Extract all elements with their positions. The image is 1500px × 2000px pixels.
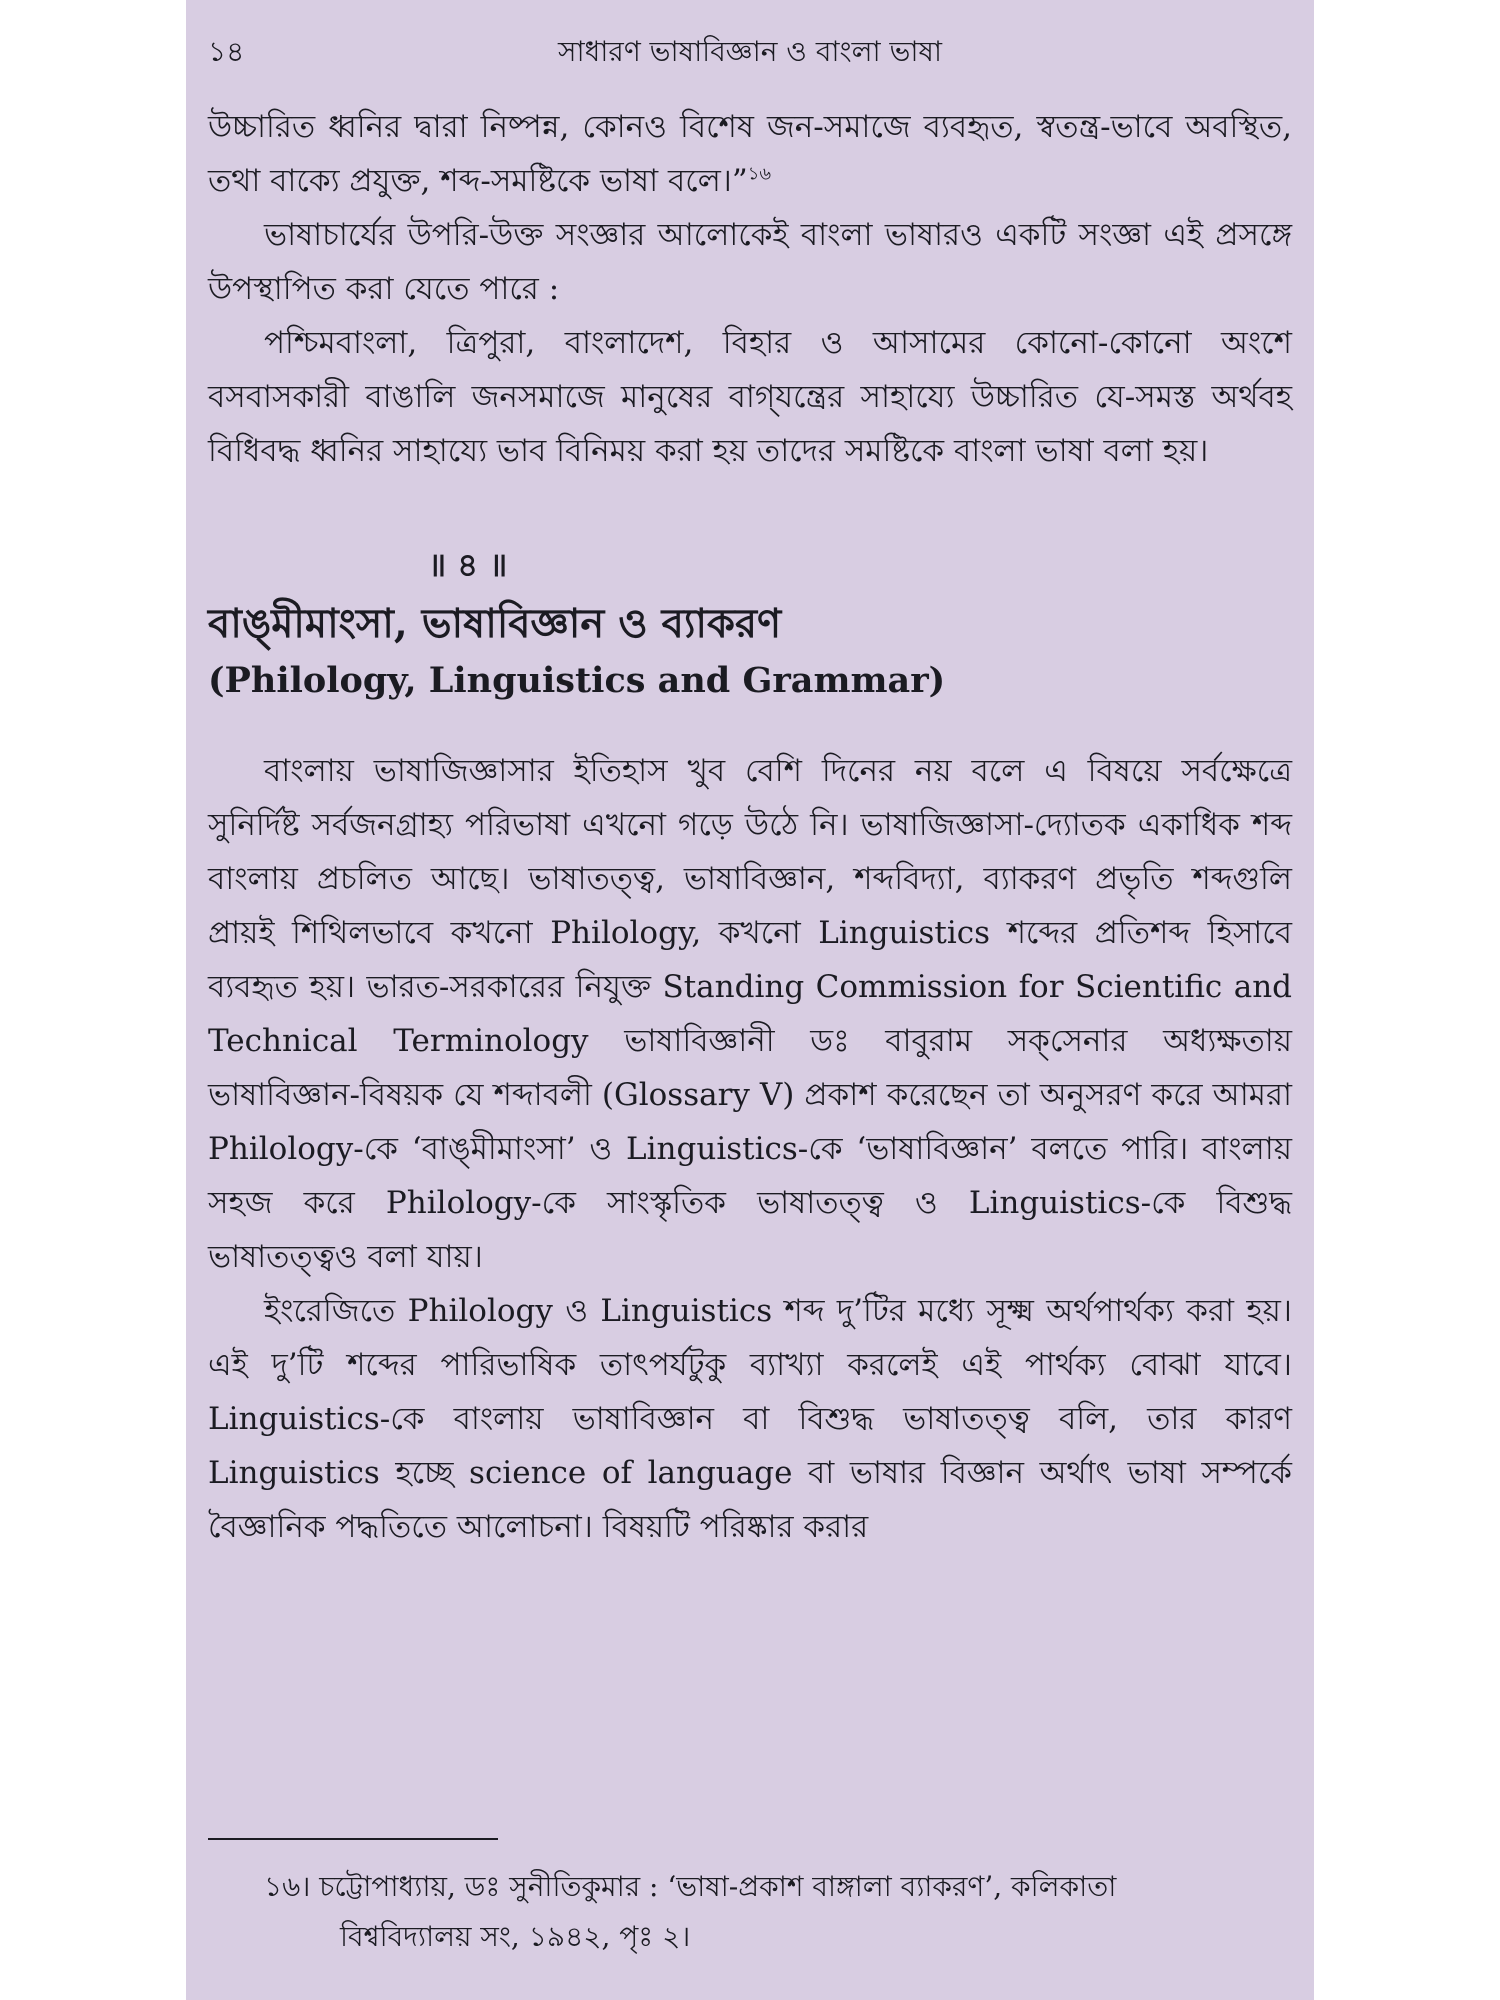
footnote-divider [208, 1838, 498, 1840]
page-number: ১৪ [208, 35, 245, 68]
quote-text: উচ্চারিত ধ্বনির দ্বারা নিষ্পন্ন, কোনও বিশেষ জন-সমাজে ব্যবহৃত, স্বতন্ত্র-ভাবে অবস্থিত, তথা বাক্যে প্রযুক্ত, শব্দ-সমষ্টিকে ভাষা বলে।” [208, 109, 1292, 199]
footnote-line: বিশ্ববিদ্যালয় সং, ১৯৪২, পৃঃ ২। [340, 1920, 691, 1953]
footnote [264, 1862, 1292, 1962]
intro-paragraph: ভাষাচার্যের উপরি-উক্ত সংজ্ঞার আলোকেই বাংলা ভাষারও একটি সংজ্ঞা এই প্রসঙ্গে উপস্থাপিত করা যেতে পারে : [208, 217, 1292, 307]
quote-continuation [208, 100, 1292, 208]
footnote-reference: ১৬ [747, 163, 772, 185]
main-text [208, 100, 1292, 1554]
section-heading: বাঙ্‌মীমাংসা, ভাষাবিজ্ঞান ও ব্যাকরণ [208, 600, 782, 647]
bangla-definition-paragraph: পশ্চিমবাংলা, ত্রিপুরা, বাংলাদেশ, বিহার ও আসামের কোনো-কোনো অংশে বসবাসকারী বাঙালি জনসমাজে মানুষের বাগ্‌যন্ত্রের সাহায্যে উচ্চারিত যে-সমস্ত অর্থবহ বিধিবদ্ধ ধ্বনির সাহায্যে ভাব বিনিময় করা হয় তাদের সমষ্টিকে বাংলা ভাষা বলা হয়। [208, 325, 1292, 469]
distinction-paragraph: ইংরেজিতে Philology ও Linguistics শব্দ দু’টির মধ্যে সূক্ষ্ম অর্থপার্থক্য করা হয়। এই দু’টি শব্দের পারিভাষিক তাৎপর্যটুকু ব্যাখ্যা করলেই এই পার্থক্য বোঝা যাবে। Linguistics-কে বাংলায় ভাষাবিজ্ঞান বা বিশুদ্ধ ভাষাতত্ত্ব বলি, তার কারণ Linguistics হচ্ছে science of language বা ভাষার বিজ্ঞান অর্থাৎ ভাষা সম্পর্কে বৈজ্ঞানিক পদ্ধতিতে আলোচনা। বিষয়টি পরিষ্কার করার [208, 1293, 1292, 1545]
section-marker: ॥ ৪ ॥ [428, 546, 508, 584]
terminology-paragraph: বাংলায় ভাষাজিজ্ঞাসার ইতিহাস খুব বেশি দিনের নয় বলে এ বিষয়ে সর্বক্ষেত্রে সুনির্দিষ্ট সর্বজনগ্রাহ্য পরিভাষা এখনো গড়ে উঠে নি। ভাষাজিজ্ঞাসা-দ্যোতক একাধিক শব্দ বাংলায় প্রচলিত আছে। ভাষাতত্ত্ব, ভাষাবিজ্ঞান, শব্দবিদ্যা, ব্যাকরণ প্রভৃতি শব্দগুলি প্রায়ই শিথিলভাবে কখনো Philology, কখনো Linguistics শব্দের প্রতিশব্দ হিসাবে ব্যবহৃত হয়। ভারত-সরকারের নিযুক্ত Standing Commission for Scientific and Technical Terminology ভাষাবিজ্ঞানী ডঃ বাবুরাম সক্‌সেনার অধ্যক্ষতায় ভাষাবিজ্ঞান-বিষয়ক যে শব্দাবলী (Glossary V) প্রকাশ করেছেন তা অনুসরণ করে আমরা Philology-কে ‘বাঙ্‌মীমাংসা’ ও Linguistics-কে ‘ভাষাবিজ্ঞান’ বলতে পারি। বাংলায় সহজ করে Philology-কে সাংস্কৃতিক ভাষাতত্ত্ব ও Linguistics-কে বিশুদ্ধ ভাষাতত্ত্বও বলা যায়। [208, 753, 1292, 1275]
book-page [186, 0, 1314, 2000]
running-header [208, 30, 1292, 70]
running-header-title: সাধারণ ভাষাবিজ্ঞান ও বাংলা ভাষা [557, 35, 943, 68]
section-subheading: (Philology, Linguistics and Grammar) [208, 660, 946, 701]
footnote-line: ১৬। চট্টোপাধ্যায়, ডঃ সুনীতিকুমার : ‘ভাষা-প্রকাশ বাঙ্গালা ব্যাকরণ’, কলিকাতা [264, 1870, 1117, 1903]
